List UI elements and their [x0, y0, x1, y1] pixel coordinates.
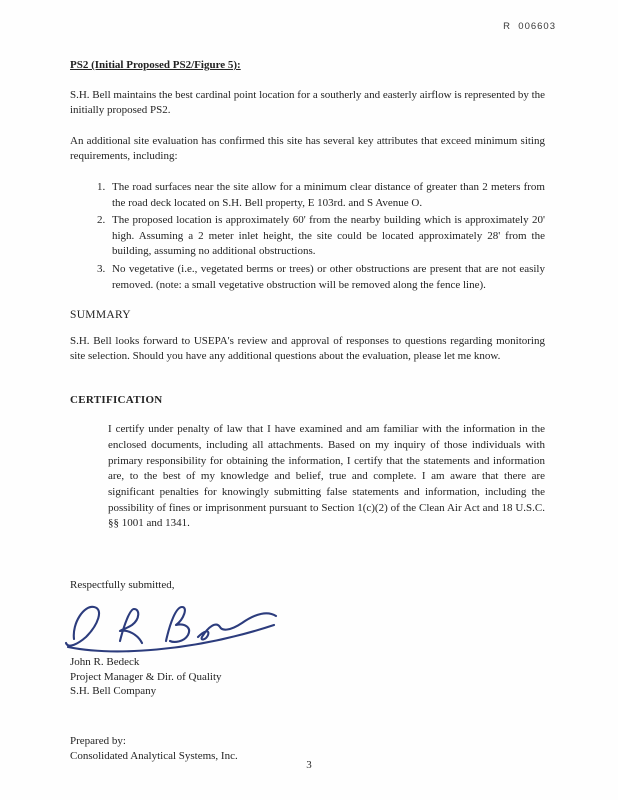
signer-block: [70, 655, 545, 698]
signature-image: [62, 595, 292, 657]
bates-stamp: R 006603: [503, 21, 556, 32]
list-item: 2. The proposed location is approximately 60' from the nearby building which is approximately 20' high. Assuming a 2 meter inlet height, the site could be located approximately 28' from the building, assuming no additional obstructions.: [108, 213, 545, 260]
signature-stroke: [66, 607, 99, 646]
signature-area: [70, 595, 545, 655]
signature-stroke: [166, 607, 189, 642]
signature-stroke: [120, 609, 142, 643]
list-item: 1. The road surfaces near the site allow for a minimum clear distance of greater than 2 meters from the road deck located on S.H. Bell property, E 103rd. and S Avenue O.: [108, 180, 545, 211]
numbered-list: [70, 180, 545, 293]
summary-heading: SUMMARY: [70, 309, 131, 322]
paragraph-site-evaluation: An additional site evaluation has confirmed this site has several key attributes that exceed minimum siting requirements, including:: [70, 134, 545, 163]
list-item: 3. No vegetative (i.e., vegetated berms or trees) or other obstructions are present that are not easily removed. (note: a small vegetative obstruction will be removed along the fence line).: [108, 262, 545, 293]
closing-salutation: Respectfully submitted,: [70, 578, 175, 591]
closing-block: [70, 578, 545, 764]
signer-company: S.H. Bell Company: [70, 684, 157, 697]
certification-paragraph: I certify under penalty of law that I have examined and am familiar with the information in the enclosed documents, including all attachments. Based on my inquiry of those individuals with primary responsibility for obtaining the information, I certify that the statements and information are, to the best of my knowledge and belief, true and complete. I am aware that there are significant penalties for knowingly submitting false statements and information, including the possibility of fines or imprisonment pursuant to Section 1(c)(2) of the Clean Air Act and 18 U.S.C. §§ 1001 and 1341.: [108, 423, 545, 530]
page-number: 3: [306, 759, 312, 772]
prepared-by-label: Prepared by:: [70, 735, 126, 748]
signer-title: Project Manager & Dir. of Quality: [70, 670, 222, 683]
certification-heading: CERTIFICATION: [70, 393, 163, 406]
summary-paragraph: S.H. Bell looks forward to USEPA's review and approval of responses to questions regarding monitoring site selection. Should you have any additional questions about the evaluation, please let me know.: [70, 334, 545, 363]
prepared-by-company: Consolidated Analytical Systems, Inc.: [70, 750, 238, 763]
signature-stroke: [68, 625, 274, 651]
document-heading: PS2 (Initial Proposed PS2/Figure 5):: [70, 59, 241, 71]
signer-name: John R. Bedeck: [70, 656, 140, 669]
paragraph-intro: S.H. Bell maintains the best cardinal point location for a southerly and easterly airflow is represented by the initially proposed PS2.: [70, 88, 546, 117]
